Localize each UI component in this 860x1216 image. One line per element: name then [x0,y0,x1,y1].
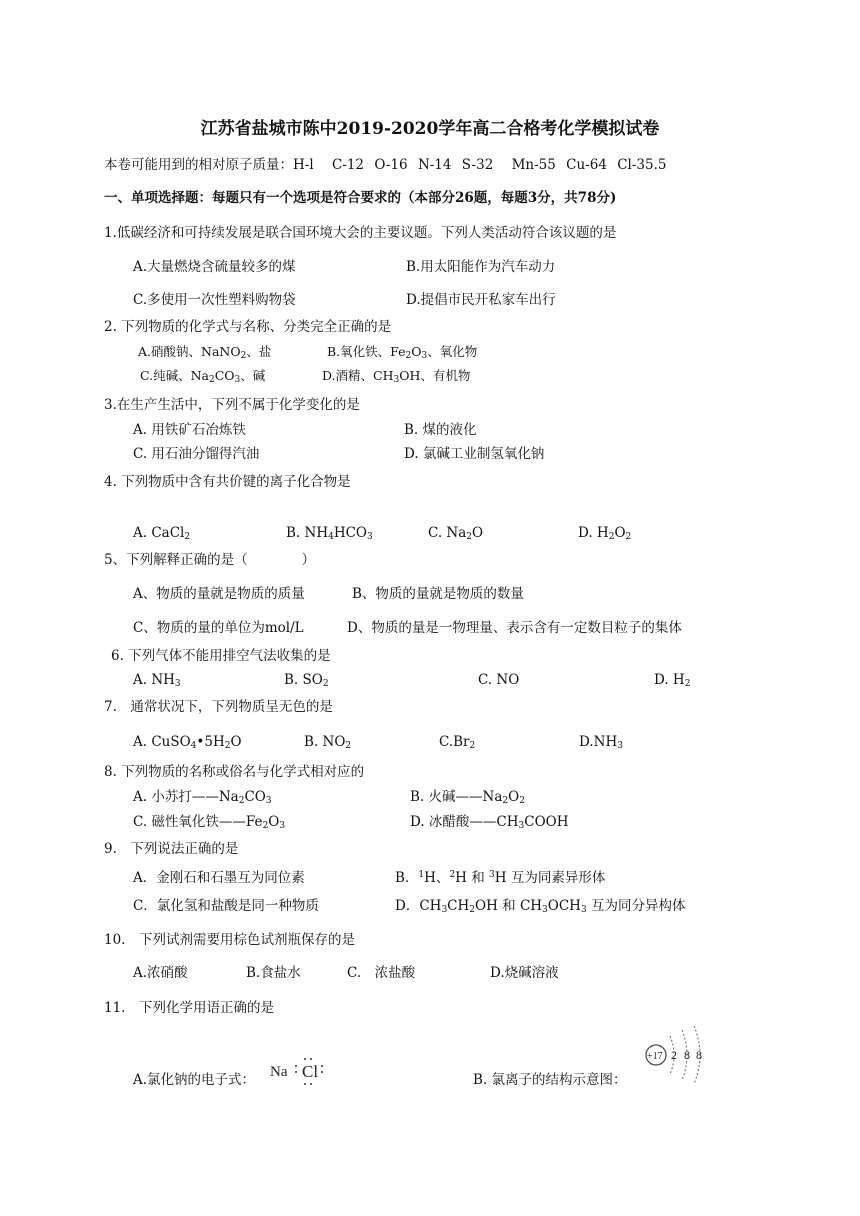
q2-option-c: C.纯碱、$Na_2CO_3$、碱 [140,368,266,385]
chloride-ion-structure-image [640,1022,712,1088]
q6-stem: 6. 下列气体不能用排空气法收集的是 [111,648,331,664]
q10-option-c: C. 浓盐酸 [347,965,416,981]
q8-option-d: D. 冰醋酸$——CH_3COOH$ [410,814,569,831]
q9-option-d: D．$CH_3CH_2OH$ 和 $CH_3OCH_3$ 互为同分异构体 [395,898,686,915]
mass-o: O-16 [374,157,408,173]
q11-option-a: A.氯化钠的电子式： [133,1072,256,1088]
q7-option-c: $C.Br_2$ [439,734,476,751]
q7-option-d: $D.NH_3$ [579,734,623,751]
q5-option-b: B、物质的量就是物质的数量 [352,586,524,602]
shell-1-count: 2 [671,1048,677,1062]
mass-h: H-l [293,157,314,173]
q4-option-a: A. CaCl$_2$ [133,525,191,542]
q2-option-d: D.酒精、$CH_3OH$、有机物 [322,368,471,385]
q10-option-a: A.浓硝酸 [133,965,188,981]
q10-option-d: D.烧碱溶液 [490,965,559,981]
mass-cl: Cl-35.5 [617,157,667,173]
q11-option-b: B. 氯离子的结构示意图： [473,1072,627,1088]
q3-option-d: D. 氯碱工业制氢氧化钠 [404,446,545,462]
q10-stem: 10. 下列试剂需要用棕色试剂瓶保存的是 [104,932,355,948]
q3-stem: 3.在生产生活中，下列不属于化学变化的是 [104,397,360,413]
shell-2-count: 8 [684,1048,690,1062]
q1-option-d: D.提倡市民开私家车出行 [406,292,556,308]
q7-option-a: A. $CuSO_4•5H_2O$ [133,734,242,751]
q4-option-c: C. $Na_2O$ [428,525,484,542]
q4-option-d: D. $H_2O_2$ [578,525,632,542]
nacl-electron-dot-image [268,1052,330,1088]
mass-s: S-32 [461,157,494,173]
q8-stem: 8. 下列物质的名称或俗名与化学式相对应的 [104,764,365,780]
q2-stem: 2. 下列物质的化学式与名称、分类完全正确的是 [104,319,392,335]
q9-option-c: C．氯化氢和盐酸是同一种物质 [133,898,319,914]
cl-symbol: Cl [302,1062,319,1081]
q2-option-b: B.氧化铁、$Fe_2O_3$、氧化物 [327,344,478,361]
mass-mn: Mn-55 [511,157,556,173]
atomic-mass-label: 本卷可能用到的相对原子质量： [104,157,293,173]
q7-option-b: B. $NO_2$ [304,734,352,751]
shell-3-count: 8 [696,1048,702,1062]
mass-n: N-14 [417,157,452,173]
q6-option-c: C. NO [478,672,520,688]
q5-option-c: C、物质的量的单位为mol/L [133,620,304,636]
q2-option-a: A.硝酸钠、NaNO$_2$、盐 [138,344,272,361]
q3-option-c: C. 用石油分馏得汽油 [133,446,260,462]
q9-option-a: A．金刚石和石墨互为同位素 [133,870,305,886]
q4-stem: 4. 下列物质中含有共价键的离子化合物是 [104,474,351,490]
q8-option-c: C. 磁性氧化铁$——Fe_2O_3$ [133,814,286,831]
q1-stem: 1.低碳经济和可持续发展是联合国环境大会的主要议题。下列人类活动符合该议题的是 [104,225,617,241]
q11-stem: 11. 下列化学用语正确的是 [104,1000,274,1016]
q4-option-b: B. $NH_4HCO_3$ [286,525,373,542]
q1-option-c: C.多使用一次性塑料购物袋 [133,292,296,308]
q6-option-a: A. $NH_3$ [133,672,181,689]
page-title: 江苏省盐城市陈中2019-2020学年高二合格考化学模拟试卷 [200,119,660,139]
q1-option-a: A.大量燃烧含硫量较多的煤 [133,259,296,275]
q3-option-a: A. 用铁矿石冶炼铁 [133,422,246,438]
section-heading: 一、单项选择题：每题只有一个选项是符合要求的（本部分26题，每题3分，共78分) [104,190,617,206]
q8-option-a: A. 小苏打$——Na_2CO_3$ [133,789,272,806]
q1-option-b: B.用太阳能作为汽车动力 [406,259,556,275]
q5-option-a: A、物质的量就是物质的质量 [133,586,305,602]
q5-option-d: D、物质的量是一物理量、表示含有一定数目粒子的集体 [347,620,682,636]
q10-option-b: B.食盐水 [246,965,301,981]
q6-option-b: B. $SO_2$ [284,672,329,689]
q7-stem: 7. 通常状况下，下列物质呈无色的是 [104,699,333,715]
na-symbol: Na [270,1064,288,1080]
q5-stem: 5、下列解释正确的是（ ） [104,552,316,568]
q3-option-b: B. 煤的液化 [404,422,477,438]
mass-c: C-12 [331,157,365,173]
q8-option-b: B. 火碱$——Na_2O_2$ [410,789,525,806]
nucleus-charge: +17 [647,1051,663,1062]
mass-cu: Cu-64 [566,157,607,173]
q6-option-d: D. $H_2$ [654,672,691,689]
atomic-mass-line [104,156,666,174]
q9-option-b: B．$^1$H、$^2$H 和 $^3$H 互为同素异形体 [395,870,606,886]
q9-stem: 9. 下列说法正确的是 [104,841,239,857]
